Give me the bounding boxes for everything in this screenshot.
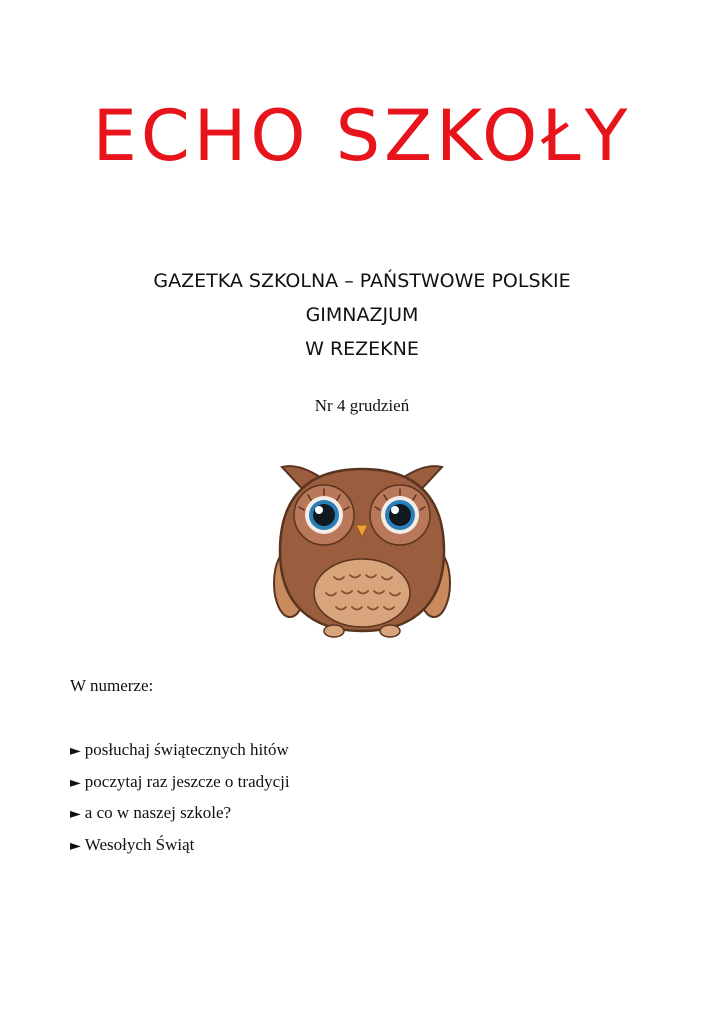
subtitle-line-1: GAZETKA SZKOLNA – PAŃSTWOWE POLSKIE	[153, 270, 571, 292]
list-item	[70, 797, 290, 829]
list-item	[70, 766, 290, 798]
contents-heading: W numerze:	[70, 676, 154, 695]
subtitle-line-2: GIMNAZJUM	[305, 304, 419, 326]
list-item-text: Wesołych Świąt	[84, 834, 195, 854]
list-item-text: a co w naszej szkole?	[84, 803, 232, 822]
list-item-text: posłuchaj świątecznych hitów	[84, 740, 289, 759]
subtitle-line-3: W REZEKNE	[305, 338, 419, 360]
list-item	[70, 734, 290, 766]
bullet-arrow-icon: ►	[70, 837, 81, 854]
list-item	[70, 829, 290, 861]
bullet-arrow-icon: ►	[70, 774, 81, 791]
bullet-arrow-icon: ►	[70, 806, 81, 822]
issue-number: Nr 4 grudzień	[314, 396, 410, 415]
newsletter-title: ECHO SZKOŁY	[92, 95, 632, 177]
list-item-text: poczytaj raz jeszcze o tradycji	[84, 771, 290, 791]
owl-icon	[268, 455, 456, 640]
bullet-arrow-icon: ►	[70, 743, 81, 759]
contents-list	[70, 734, 290, 860]
